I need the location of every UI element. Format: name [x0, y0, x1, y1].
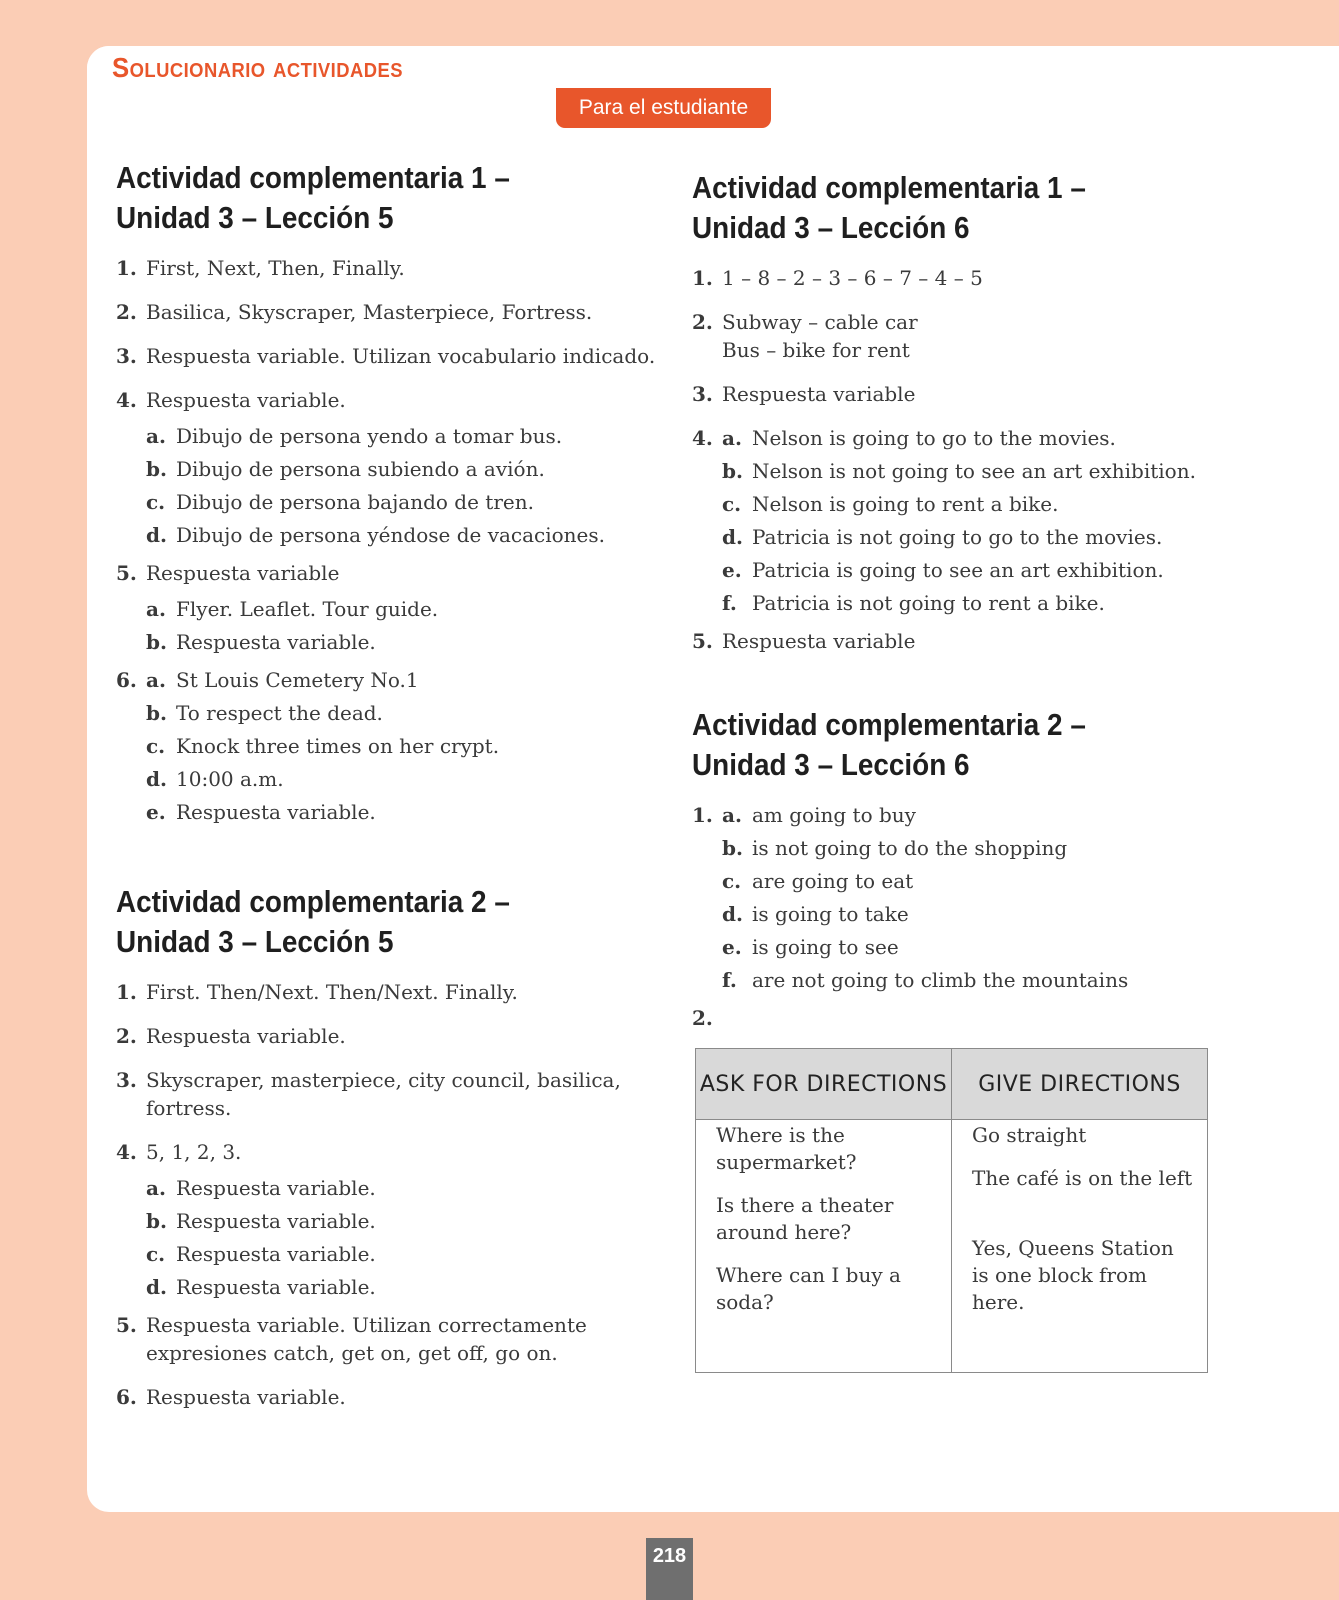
sub-letter: d.	[146, 1275, 167, 1299]
sub-letter: e.	[722, 558, 742, 582]
sub-letter: c.	[146, 734, 166, 758]
sub-item	[722, 801, 1252, 829]
item-number: 3.	[116, 1068, 137, 1092]
sub-item	[722, 424, 1252, 452]
sub-letter: b.	[722, 836, 743, 860]
ask-phrase: Where is the supermarket?	[716, 1123, 857, 1174]
sub-letter: f.	[722, 591, 737, 615]
item-number: 5.	[116, 561, 137, 585]
sub-letter: f.	[722, 968, 737, 992]
item-text: First. Then/Next. Then/Next. Finally.	[146, 980, 518, 1004]
sub-item	[722, 834, 1252, 862]
item-number: 1.	[692, 803, 713, 827]
left-column	[116, 158, 656, 1467]
sub-item	[146, 595, 656, 623]
sub-list	[146, 595, 656, 656]
sub-text: are going to eat	[752, 869, 914, 893]
sub-item	[146, 1273, 656, 1301]
sub-item	[722, 457, 1252, 485]
section-l5-act2	[116, 882, 656, 1411]
sub-text: Dibujo de persona yéndose de vacaciones.	[176, 523, 606, 547]
title-line: Actividad complementaria 1 –	[116, 160, 510, 195]
sub-item	[722, 867, 1252, 895]
answer-item	[116, 298, 656, 326]
item-number: 1.	[116, 980, 137, 1004]
give-phrase: The café is on the left	[972, 1166, 1193, 1190]
sub-letter: e.	[146, 800, 166, 824]
ask-phrase: Where can I buy a soda?	[716, 1263, 901, 1314]
answer-item	[116, 386, 656, 414]
sub-letter: c.	[146, 1242, 166, 1266]
item-number: 4.	[692, 426, 713, 450]
sub-item	[722, 556, 1252, 584]
answer-item	[116, 666, 656, 694]
sub-text: Respuesta variable.	[176, 630, 376, 654]
sub-text: Dibujo de persona subiendo a avión.	[176, 457, 545, 481]
answer-item	[692, 424, 1252, 452]
sub-list	[146, 699, 656, 826]
directions-table	[695, 1048, 1208, 1373]
sub-letter: b.	[146, 457, 167, 481]
section-title	[692, 705, 1196, 785]
student-badge: Para el estudiante	[556, 88, 771, 128]
sub-item	[146, 455, 656, 483]
table-header-row	[696, 1049, 1208, 1120]
sub-item	[722, 900, 1252, 928]
sub-item	[146, 699, 656, 727]
answer-item	[692, 264, 1252, 292]
item-number: 2.	[692, 1006, 713, 1030]
sub-list	[146, 422, 656, 549]
answer-item	[692, 380, 1252, 408]
answer-item	[116, 1022, 656, 1050]
sub-list	[146, 1174, 656, 1301]
ask-cell	[696, 1120, 952, 1373]
sub-item	[146, 765, 656, 793]
sub-letter: b.	[722, 459, 743, 483]
sub-item	[146, 666, 656, 694]
item-text: 5, 1, 2, 3.	[146, 1140, 242, 1164]
sub-text: Patricia is going to see an art exhibition.	[752, 558, 1164, 582]
answer-item	[692, 801, 1252, 829]
answer-item	[116, 978, 656, 1006]
sub-item	[146, 422, 656, 450]
sub-text: St Louis Cemetery No.1	[176, 668, 419, 692]
sub-text: Nelson is going to rent a bike.	[752, 492, 1059, 516]
item-number: 6.	[116, 1385, 137, 1409]
sub-list	[722, 834, 1252, 994]
section-l5-act1	[116, 158, 656, 826]
item-text: First, Next, Then, Finally.	[146, 256, 405, 280]
column-header-give: GIVE DIRECTIONS	[952, 1049, 1208, 1120]
sub-item	[146, 732, 656, 760]
sub-letter: a.	[146, 668, 166, 692]
section-title	[692, 168, 1196, 248]
sub-text: Nelson is not going to see an art exhibition.	[752, 459, 1196, 483]
item-text: Skyscraper, masterpiece, city council, basilica, fortress.	[146, 1068, 621, 1120]
sub-letter: b.	[146, 701, 167, 725]
title-line: Actividad complementaria 2 –	[692, 707, 1086, 742]
title-line: Actividad complementaria 2 –	[116, 884, 510, 919]
page-header-title: Solucionario actividades	[112, 52, 403, 83]
sub-list	[722, 457, 1252, 617]
sub-letter: b.	[146, 1209, 167, 1233]
right-column	[692, 168, 1252, 1050]
item-number: 2.	[692, 310, 713, 334]
item-number: 4.	[116, 1140, 137, 1164]
sub-text: Respuesta variable.	[176, 800, 376, 824]
sub-item	[146, 798, 656, 826]
sub-text: is not going to do the shopping	[752, 836, 1068, 860]
sub-letter: d.	[722, 525, 743, 549]
item-text: Respuesta variable	[722, 382, 916, 406]
item-number: 2.	[116, 1024, 137, 1048]
sub-item	[722, 490, 1252, 518]
item-text: Respuesta variable. Utilizan vocabulario indicado.	[146, 344, 656, 368]
item-number: 4.	[116, 388, 137, 412]
item-text: Respuesta variable	[722, 629, 916, 653]
answer-item	[116, 254, 656, 282]
sub-text: To respect the dead.	[176, 701, 383, 725]
item-text: 1 – 8 – 2 – 3 – 6 – 7 – 4 – 5	[722, 266, 983, 290]
sub-letter: b.	[146, 630, 167, 654]
item-number: 3.	[692, 382, 713, 406]
answer-item	[116, 1311, 656, 1367]
sub-letter: c.	[722, 869, 742, 893]
section-l6-act1	[692, 168, 1252, 655]
item-text: Respuesta variable. Utilizan correctamente expresiones catch, get on, get off, go on.	[146, 1313, 587, 1365]
give-phrase: Yes, Queens Station is one block from here.	[972, 1236, 1174, 1314]
item-number: 1.	[116, 256, 137, 280]
sub-letter: a.	[146, 597, 166, 621]
item-number: 5.	[692, 629, 713, 653]
sub-letter: c.	[722, 492, 742, 516]
item-text: Basilica, Skyscraper, Masterpiece, Fortress.	[146, 300, 593, 324]
sub-text: Knock three times on her crypt.	[176, 734, 500, 758]
sub-item	[146, 1240, 656, 1268]
sub-item	[146, 1207, 656, 1235]
ask-phrase: Is there a theater around here?	[716, 1193, 894, 1244]
item-text: Respuesta variable.	[146, 388, 346, 412]
item-number: 6.	[116, 668, 137, 692]
sub-text: Dibujo de persona yendo a tomar bus.	[176, 424, 563, 448]
give-phrase: Go straight	[972, 1123, 1087, 1147]
sub-text: is going to take	[752, 902, 909, 926]
title-line: Unidad 3 – Lección 5	[116, 200, 394, 235]
section-l6-act2	[692, 705, 1252, 1030]
item-text: Respuesta variable.	[146, 1024, 346, 1048]
sub-item	[722, 933, 1252, 961]
item-number: 1.	[692, 266, 713, 290]
item-number: 5.	[116, 1313, 137, 1337]
item-text: Subway – cable car	[722, 310, 918, 334]
sub-text: is going to see	[752, 935, 899, 959]
sub-letter: d.	[146, 767, 167, 791]
give-cell	[952, 1120, 1208, 1373]
column-header-ask: ASK FOR DIRECTIONS	[696, 1049, 952, 1120]
item-text: Bus – bike for rent	[722, 338, 910, 362]
answer-item	[692, 627, 1252, 655]
sub-text: Patricia is not going to go to the movies.	[752, 525, 1163, 549]
sub-text: 10:00 a.m.	[176, 767, 284, 791]
sub-item	[146, 628, 656, 656]
answer-item	[116, 1066, 656, 1122]
sub-item	[146, 488, 656, 516]
sub-letter: e.	[722, 935, 742, 959]
sub-letter: d.	[146, 523, 167, 547]
sub-letter: a.	[722, 426, 742, 450]
section-title	[116, 882, 602, 962]
title-line: Unidad 3 – Lección 6	[692, 210, 970, 245]
table-row	[696, 1120, 1208, 1373]
sub-letter: d.	[722, 902, 743, 926]
sub-text: Nelson is going to go to the movies.	[752, 426, 1116, 450]
answer-item	[692, 308, 1252, 364]
title-line: Unidad 3 – Lección 5	[116, 924, 394, 959]
sub-letter: a.	[146, 424, 166, 448]
section-title	[116, 158, 602, 238]
item-text: Respuesta variable.	[146, 1385, 346, 1409]
sub-letter: a.	[146, 1176, 166, 1200]
sub-item	[146, 521, 656, 549]
item-text: Respuesta variable	[146, 561, 340, 585]
answer-item	[116, 342, 656, 370]
sub-item	[722, 589, 1252, 617]
sub-letter: c.	[146, 490, 166, 514]
sub-text: Respuesta variable.	[176, 1209, 376, 1233]
item-number: 3.	[116, 344, 137, 368]
item-number: 2.	[116, 300, 137, 324]
page-number: 218	[646, 1538, 693, 1600]
sub-item	[146, 1174, 656, 1202]
sub-text: Respuesta variable.	[176, 1176, 376, 1200]
sub-letter: a.	[722, 803, 742, 827]
sub-text: Respuesta variable.	[176, 1242, 376, 1266]
sub-text: Flyer. Leaflet. Tour guide.	[176, 597, 439, 621]
answer-item	[116, 1383, 656, 1411]
sub-text: Respuesta variable.	[176, 1275, 376, 1299]
title-line: Unidad 3 – Lección 6	[692, 747, 970, 782]
sub-item	[722, 523, 1252, 551]
answer-item	[116, 1138, 656, 1166]
sub-text: are not going to climb the mountains	[752, 968, 1129, 992]
sub-text: Patricia is not going to rent a bike.	[752, 591, 1105, 615]
sub-item	[722, 966, 1252, 994]
title-line: Actividad complementaria 1 –	[692, 170, 1086, 205]
sub-text: Dibujo de persona bajando de tren.	[176, 490, 534, 514]
answer-item	[116, 559, 656, 587]
sub-text: am going to buy	[752, 803, 916, 827]
